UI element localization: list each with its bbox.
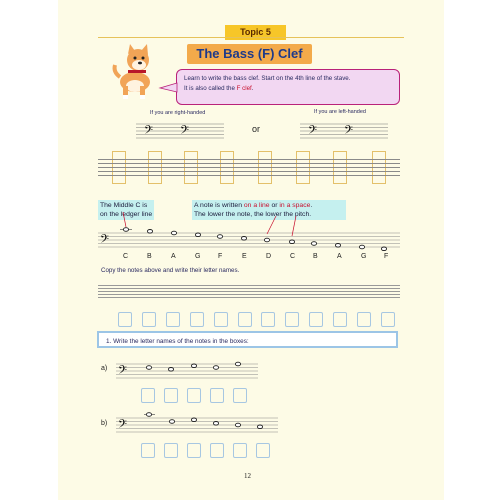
answer-box[interactable] — [166, 312, 180, 327]
question-1-banner: 1. Write the letter names of the notes in the boxes: — [97, 331, 398, 348]
answer-box[interactable] — [333, 312, 347, 327]
note-letter: C — [123, 253, 129, 260]
right-handed-label: If you are right-handed — [150, 110, 206, 116]
header-rule — [98, 37, 404, 38]
svg-text:𝄢: 𝄢 — [308, 124, 318, 140]
note-staff — [98, 224, 400, 252]
note-letter: A — [337, 253, 342, 260]
bubble-tail-icon — [160, 82, 180, 94]
svg-text:𝄢: 𝄢 — [344, 124, 354, 140]
answer-box[interactable] — [187, 388, 201, 403]
note-letter: C — [290, 253, 296, 260]
answer-box[interactable] — [190, 312, 204, 327]
answer-box[interactable] — [238, 312, 252, 327]
part-a-label: a) — [101, 365, 108, 372]
answer-box[interactable] — [233, 388, 247, 403]
speech-bubble — [176, 69, 400, 105]
note-letter: G — [195, 253, 201, 260]
answer-box[interactable] — [381, 312, 395, 327]
svg-text:𝄢: 𝄢 — [144, 124, 154, 140]
note-letter: F — [218, 253, 223, 260]
answer-box[interactable] — [256, 443, 270, 458]
answer-box[interactable] — [233, 443, 247, 458]
answer-box[interactable] — [285, 312, 299, 327]
answer-box[interactable] — [187, 443, 201, 458]
left-handed-label: If you are left-handed — [314, 109, 366, 115]
svg-text:𝄢: 𝄢 — [118, 364, 128, 380]
answer-box[interactable] — [142, 312, 156, 327]
answer-box[interactable] — [309, 312, 323, 327]
topic-badge: Topic 5 — [225, 25, 286, 40]
middle-c-label: The Middle C is on the ledger line — [100, 202, 153, 218]
note-letter: G — [361, 253, 367, 260]
answer-box[interactable] — [357, 312, 371, 327]
note-letter: E — [242, 253, 247, 260]
answer-box[interactable] — [210, 388, 224, 403]
svg-text:𝄢: 𝄢 — [100, 233, 110, 249]
answer-box[interactable] — [118, 312, 132, 327]
page-number: 12 — [244, 472, 251, 480]
answer-box[interactable] — [261, 312, 275, 327]
svg-text:𝄢: 𝄢 — [180, 124, 190, 140]
dog-mascot-icon — [110, 42, 160, 104]
answer-box[interactable] — [141, 388, 155, 403]
note-letter: B — [147, 253, 152, 260]
or-label: or — [252, 124, 261, 134]
answer-box[interactable] — [164, 443, 178, 458]
left-handed-staff — [300, 121, 388, 141]
part-b-label: b) — [101, 420, 108, 427]
svg-text:𝄢: 𝄢 — [118, 418, 128, 434]
copy-instruction: Copy the notes above and write their letter names. — [101, 267, 240, 274]
answer-box[interactable] — [214, 312, 228, 327]
note-letter: A — [171, 253, 176, 260]
note-rule-label: A note is written on a line or in a space. The lower the note, the lower the pitch. — [192, 200, 346, 220]
part-b-staff — [116, 410, 278, 436]
note-letter: B — [313, 253, 318, 260]
bubble-line-1: Learn to write the bass clef. Start on the 4th line of the stave. — [184, 75, 351, 82]
answer-box[interactable] — [164, 388, 178, 403]
note-letter: F — [384, 253, 389, 260]
page-title: The Bass (F) Clef — [187, 44, 312, 64]
answer-box[interactable] — [210, 443, 224, 458]
right-handed-staff — [136, 121, 224, 141]
note-letter: D — [266, 253, 272, 260]
part-a-staff — [116, 356, 258, 382]
answer-box[interactable] — [141, 443, 155, 458]
bubble-line-2: It is also called the F clef. — [184, 85, 254, 92]
